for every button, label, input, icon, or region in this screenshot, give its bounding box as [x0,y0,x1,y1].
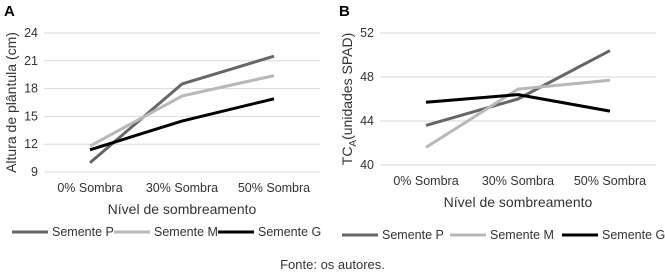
series-line-semente-g [90,99,274,150]
y-tick-label: 18 [24,81,38,96]
y-axis-title-subscript: A [348,139,359,147]
x-tick-label: 0% Sombra [393,174,459,188]
y-tick-label: 52 [360,26,374,40]
chart-a-svg [0,0,336,250]
y-tick-label: 44 [360,114,374,128]
legend-label: Semente M [490,228,554,242]
legend-label: Semente G [258,225,322,239]
series-line-semente-m [90,76,274,146]
legend-label: Semente P [52,225,114,239]
legend-label: Semente P [382,228,444,242]
panel-label: A [4,3,15,20]
x-tick-label: 50% Sombra [237,181,311,195]
y-axis-title: Altura de plântula (cm) [3,32,19,173]
x-tick-label: 30% Sombra [481,174,555,188]
series-line-semente-g [426,95,610,112]
legend-label: Semente G [602,228,665,242]
x-tick-label: 50% Sombra [573,174,647,188]
y-tick-label: 40 [360,158,374,172]
chart-panel-a [0,0,336,250]
y-tick-label: 12 [24,137,38,152]
y-tick-label: 15 [24,109,38,124]
series-line-semente-p [90,56,274,163]
x-axis-title: Nível de sombreamento [443,194,593,210]
chart-panel-b [336,0,665,250]
chart-b-svg [336,0,665,250]
figure-caption: Fonte: os autores. [280,257,385,272]
y-axis-title-rest: (unidades SPAD) [339,32,355,140]
x-tick-label: 0% Sombra [57,181,123,195]
y-tick-label: 9 [31,165,38,179]
y-tick-label: 21 [24,53,38,68]
x-axis-title: Nível de sombreamento [107,201,257,217]
y-tick-label: 24 [24,26,38,40]
panel-label: B [339,3,350,20]
y-axis-title-main: TC [339,146,355,166]
y-tick-label: 48 [360,70,374,84]
x-tick-label: 30% Sombra [145,181,219,195]
series-line-semente-m [426,80,610,147]
y-axis-title [339,33,359,165]
legend-label: Semente M [154,225,218,239]
